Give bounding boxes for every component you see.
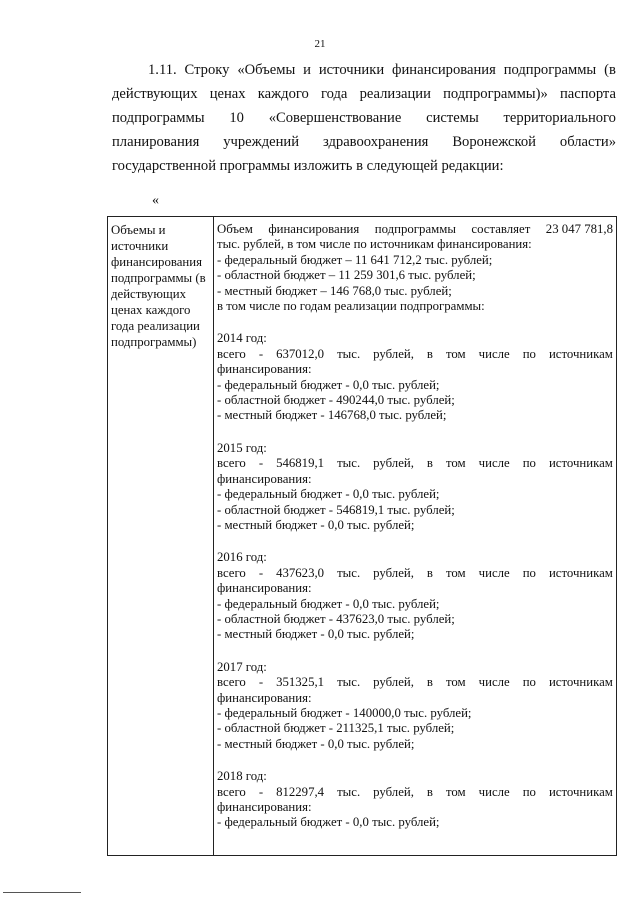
year-total-word: 437623,0 — [276, 565, 325, 580]
year-label: 2018 год: — [217, 769, 267, 784]
year-line: - федеральный бюджет - 0,0 тыс. рублей; — [217, 815, 440, 830]
year-total-word: тыс. — [337, 456, 361, 471]
year-total-line — [217, 347, 613, 362]
intro-word: «Совершенствование — [268, 110, 402, 126]
year-total-word: всего — [217, 675, 246, 690]
year-line: - местный бюджет - 0,0 тыс. рублей; — [217, 517, 415, 532]
year-total-word: по — [522, 784, 536, 799]
intro-paragraph — [112, 58, 616, 178]
year-label: 2017 год: — [217, 659, 267, 674]
intro-word: государственной программы изложить в следующей редакции: — [112, 158, 504, 174]
intro-word: учреждений — [223, 134, 300, 150]
year-total-word: по — [522, 565, 536, 580]
intro-word: системы — [426, 110, 479, 126]
year-line: - федеральный бюджет - 0,0 тыс. рублей; — [217, 596, 440, 611]
intro-word: Воронежской — [452, 134, 536, 150]
year-total-word: в — [426, 675, 433, 690]
label-line: подпрограммы (в — [111, 271, 206, 285]
year-total-word: источникам — [548, 346, 613, 361]
intro-line — [112, 106, 616, 130]
year-line: финансирования: — [217, 581, 312, 596]
year-line: - федеральный бюджет - 0,0 тыс. рублей; — [217, 377, 440, 392]
year-total-word: числе — [478, 346, 510, 361]
year-line: - областной бюджет - 437623,0 тыс. рублей; — [217, 611, 455, 626]
year-label: 2014 год: — [217, 331, 267, 346]
year-line: - областной бюджет - 490244,0 тыс. рублей; — [217, 393, 455, 408]
year-total-word: тыс. — [337, 565, 361, 580]
year-total-word: тыс. — [337, 675, 361, 690]
year-total-word: том — [445, 675, 466, 690]
intro-word: паспорта — [559, 86, 616, 102]
year-total-word: том — [445, 456, 466, 471]
year-total-word: в — [426, 456, 433, 471]
year-total-word: всего — [217, 456, 246, 471]
open-quote: « — [152, 193, 159, 208]
year-total-word: источникам — [548, 675, 613, 690]
intro-word: «Объемы — [237, 62, 296, 78]
intro-word: подпрограммы — [503, 62, 597, 78]
year-total-word: числе — [478, 784, 510, 799]
year-label: 2016 год: — [217, 550, 267, 565]
year-total-word: числе — [478, 456, 510, 471]
year-line: - местный бюджет - 0,0 тыс. рублей; — [217, 736, 415, 751]
year-total-word: - — [258, 675, 264, 690]
year-total-word: по — [522, 346, 536, 361]
year-line: финансирования: — [217, 471, 312, 486]
intro-line — [112, 130, 616, 154]
intro-word: 1.11. — [148, 62, 177, 78]
year-total-word: в — [426, 346, 433, 361]
year-total-line — [217, 566, 613, 581]
table-content-cell — [214, 217, 616, 855]
summary-word: Объем — [217, 222, 253, 236]
year-total-word: источникам — [548, 565, 613, 580]
year-total-line — [217, 675, 613, 690]
intro-word: подпрограммы)» — [443, 86, 548, 102]
year-total-word: в — [426, 784, 433, 799]
summary-word: подпрограммы — [374, 222, 456, 236]
intro-line — [112, 82, 616, 106]
summary-line: в том числе по годам реализации подпрограммы: — [217, 299, 485, 314]
intro-word: действующих — [112, 86, 198, 102]
year-line: - областной бюджет - 546819,1 тыс. рублей; — [217, 502, 455, 517]
summary-justified-line — [217, 222, 613, 237]
year-total-word: том — [445, 565, 466, 580]
year-total-line — [217, 785, 613, 800]
label-line: действующих — [111, 287, 186, 301]
intro-word: Строку — [184, 62, 230, 78]
year-line: - федеральный бюджет - 0,0 тыс. рублей; — [217, 487, 440, 502]
year-total-word: рублей, — [373, 565, 414, 580]
page-number: 21 — [314, 38, 326, 50]
summary-word: составляет — [471, 222, 531, 236]
intro-word: года — [320, 86, 348, 102]
intro-line — [112, 154, 616, 178]
table-label-cell — [108, 217, 214, 855]
year-line: - областной бюджет - 211325,1 тыс. рублей; — [217, 721, 455, 736]
year-total-word: - — [258, 456, 264, 471]
year-label: 2015 год: — [217, 440, 267, 455]
year-line: финансирования: — [217, 690, 312, 705]
year-total-word: источникам — [548, 784, 613, 799]
year-total-word: всего — [217, 784, 246, 799]
year-line: - федеральный бюджет - 140000,0 тыс. рублей; — [217, 705, 472, 720]
year-line: - местный бюджет - 0,0 тыс. рублей; — [217, 627, 415, 642]
year-total-word: всего — [217, 346, 246, 361]
year-total-word: том — [445, 346, 466, 361]
year-total-word: тыс. — [337, 784, 361, 799]
year-line: - местный бюджет - 146768,0 тыс. рублей; — [217, 408, 447, 423]
year-total-word: по — [522, 456, 536, 471]
footnote-divider — [3, 892, 81, 893]
label-line: финансирования — [111, 255, 202, 269]
summary-line: - федеральный бюджет – 11 641 712,2 тыс. рублей; — [217, 252, 493, 267]
intro-word: планирования — [112, 134, 200, 150]
year-total-word: - — [258, 565, 264, 580]
year-total-word: рублей, — [373, 784, 414, 799]
summary-line: - местный бюджет – 146 768,0 тыс. рублей; — [217, 283, 452, 298]
intro-word: и — [303, 62, 311, 78]
year-total-word: 637012,0 — [276, 346, 325, 361]
year-line: финансирования: — [217, 800, 312, 814]
year-total-line — [217, 456, 613, 471]
intro-word: ценах — [209, 86, 246, 102]
intro-word: реализации — [359, 86, 431, 102]
year-total-word: 812297,4 — [276, 784, 325, 799]
intro-word: 10 — [229, 110, 244, 126]
year-total-word: рублей, — [373, 346, 414, 361]
summary-line: - областной бюджет – 11 259 301,6 тыс. рублей; — [217, 268, 476, 283]
intro-line — [112, 58, 616, 82]
year-total-word: - — [258, 346, 264, 361]
financing-table — [107, 216, 617, 856]
summary-word: 23 047 781,8 — [545, 222, 613, 236]
year-total-word: - — [258, 784, 264, 799]
year-total-word: тыс. — [337, 346, 361, 361]
intro-word: финансирования — [392, 62, 496, 78]
label-line: источники — [111, 239, 169, 253]
label-line: ценах каждого — [111, 303, 191, 317]
intro-word: здравоохранения — [322, 134, 429, 150]
year-total-word: том — [445, 784, 466, 799]
intro-word: территориального — [503, 110, 616, 126]
intro-word: каждого — [257, 86, 309, 102]
year-total-word: числе — [478, 565, 510, 580]
year-total-word: числе — [478, 675, 510, 690]
summary-line: тыс. рублей, в том числе по источникам финансирования: — [217, 237, 532, 252]
year-total-word: 351325,1 — [276, 675, 325, 690]
summary-word: финансирования — [268, 222, 360, 236]
year-total-word: рублей, — [373, 675, 414, 690]
year-line: финансирования: — [217, 362, 312, 377]
year-total-word: всего — [217, 565, 246, 580]
label-line: подпрограммы) — [111, 335, 197, 349]
label-line: года реализации — [111, 319, 200, 333]
year-total-word: источникам — [548, 456, 613, 471]
year-total-word: по — [522, 675, 536, 690]
year-total-word: 546819,1 — [276, 456, 325, 471]
intro-word: области» — [559, 134, 616, 150]
intro-word: подпрограммы — [112, 110, 205, 126]
intro-word: источники — [318, 62, 385, 78]
intro-word: (в — [604, 62, 616, 78]
label-line: Объемы и — [111, 223, 166, 237]
year-total-word: рублей, — [373, 456, 414, 471]
year-total-word: в — [426, 565, 433, 580]
